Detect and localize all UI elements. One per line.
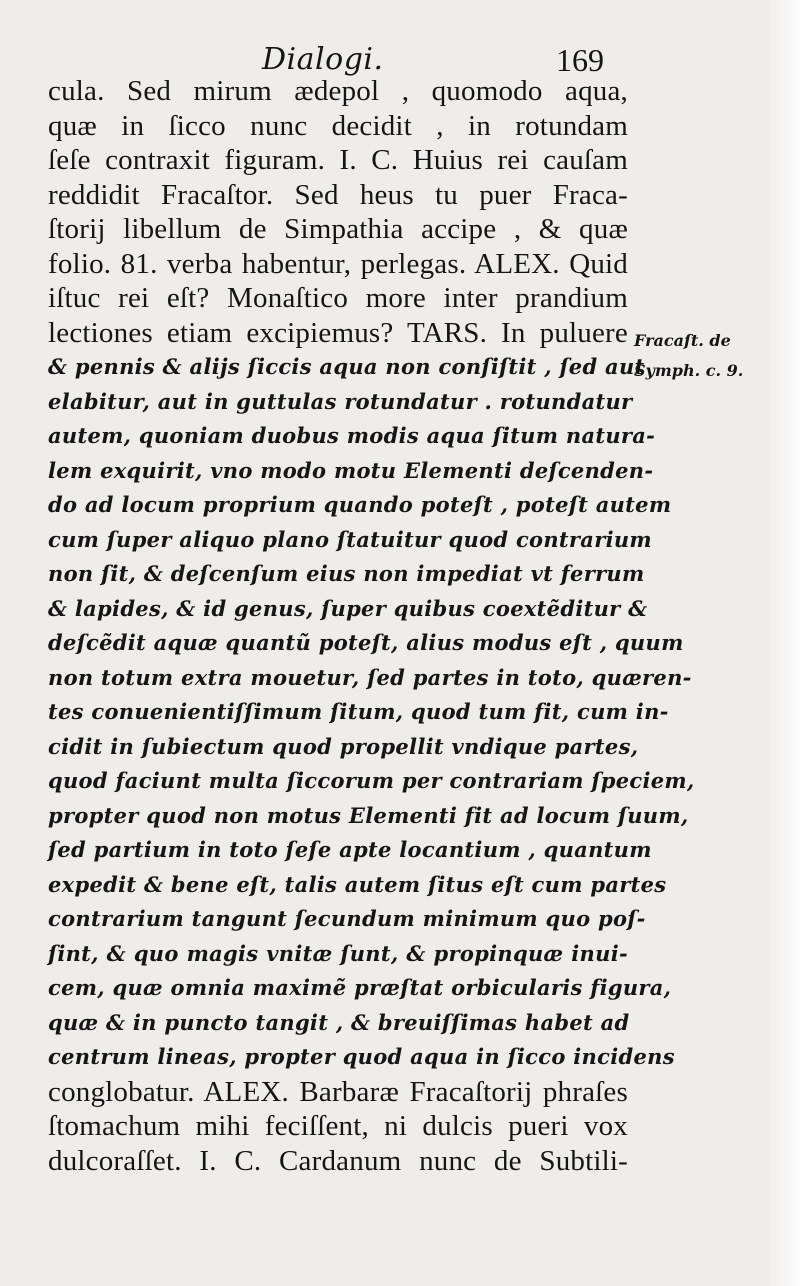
running-head-title: Dialogi.: [262, 42, 384, 77]
text-line: tes conuenientiſſimum ſitum, quod tum fit, cum in-: [48, 699, 669, 724]
text-line: cidit in ſubiectum quod propellit vndique partes,: [48, 733, 639, 759]
text-line: cula. Sed mirum ædepol , quomodo aqua,: [48, 75, 628, 107]
margin-note: [634, 326, 794, 386]
text-line: non ſit, & deſcenſum eius non impediat vt ferrum: [48, 561, 645, 586]
text-line: ſtorij libellum de Simpathia accipe , & quæ: [48, 213, 628, 245]
text-line: & lapides, & id genus, ſuper quibus coextẽditur &: [48, 595, 648, 621]
text-line: do ad locum proprium quando poteſt , poteſt autem: [48, 492, 672, 517]
page-edge: [770, 0, 800, 1286]
text-line: cum ſuper aliquo plano ſtatuitur quod contrarium: [48, 526, 652, 552]
text-line: deſcẽdit aquæ quantũ poteſt, alius modus eſt , quum: [48, 630, 684, 655]
text-line: ſint, & quo magis vnitæ ſunt, & propinquæ inui-: [48, 940, 628, 966]
text-line: ſeſe contraxit figuram. I. C. Huius rei cauſam: [48, 144, 628, 176]
text-line: folio. 81. verba habentur, perlegas. ALEX. Quid: [48, 247, 628, 280]
text-line: reddidit Fracaſtor. Sed heus tu puer Fraca-: [48, 178, 628, 211]
text-line: autem, quoniam duobus modis aqua ſitum natura-: [48, 423, 656, 448]
text-line: contrarium tangunt ſecundum minimum quo poſ-: [48, 906, 646, 931]
text-line: quæ & in puncto tangit , & breuiſſimas habet ad: [48, 1009, 630, 1035]
text-line: non totum extra mouetur, ſed partes in toto, quæren-: [48, 664, 692, 690]
text-line: ſtomachum mihi feciſſent, ni dulcis pueri vox: [48, 1110, 628, 1142]
text-line: dulcoraſſet. I. C. Cardanum nunc de Subtili-: [48, 1144, 628, 1177]
text-line: centrum lineas, propter quod aqua in ſicco incidens: [48, 1044, 675, 1069]
text-line: propter quod non motus Elementi fit ad locum ſuum,: [48, 802, 689, 828]
text-line: expedit & bene eſt, talis autem ſitus eſt cum partes: [48, 871, 667, 897]
text-line: iſtuc rei eſt? Monaſtico more inter prandium: [48, 282, 628, 314]
text-line: & pennis & alijs ſiccis aqua non conſiſtit , ſed aut: [48, 354, 645, 379]
margin-note-line: Symph. c. 9.: [634, 361, 744, 380]
text-line: ſed partium in toto ſeſe apte locantium , quantum: [48, 837, 652, 862]
page-number: 169: [556, 42, 604, 78]
text-line: conglobatur. ALEX. Barbaræ Fracaſtorij phraſes: [48, 1075, 628, 1108]
text-line: quod faciunt multa ſiccorum per contrariam ſpeciem,: [48, 768, 695, 793]
text-line: cem, quæ omnia maximẽ præſtat orbicularis figura,: [48, 975, 672, 1000]
text-line: lem exquirit, vno modo motu Elementi deſcenden-: [48, 457, 654, 483]
text-line: quæ in ſicco nunc decidit , in rotundam: [48, 109, 628, 142]
text-line: lectiones etiam excipiemus? TARS. In puluere: [48, 316, 628, 349]
margin-note-line: Fracaſt. de: [634, 331, 731, 350]
text-line: elabitur, aut in guttulas rotundatur . rotundatur: [48, 388, 633, 414]
